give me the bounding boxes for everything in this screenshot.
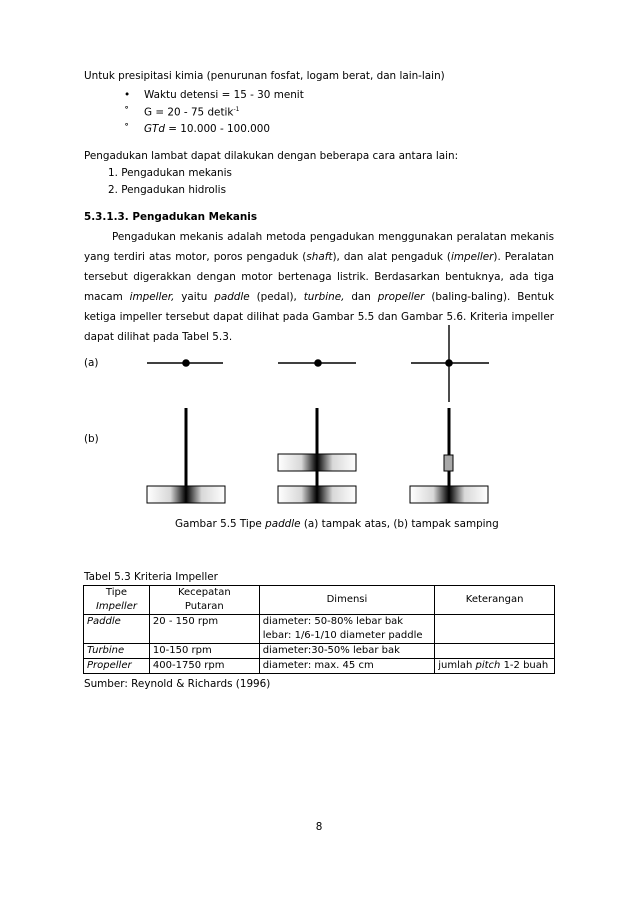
cell-kecepatan: 10-150 rpm [149, 644, 259, 659]
cell-tipe: Propeller [84, 659, 150, 674]
turbine-side-view [278, 408, 356, 503]
bullet-superscript: -1 [233, 106, 240, 113]
bullet-italic: GTd [144, 123, 165, 135]
cell-keterangan [435, 615, 555, 644]
intro-line: Untuk presipitasi kimia (penurunan fosfat, logam berat, dan lain-lain) [84, 70, 445, 82]
header-dimensi: Dimensi [259, 586, 435, 615]
list-item: 2. Pengadukan hidrolis [108, 184, 226, 196]
header-kecepatan: Kecepatan Putaran [149, 586, 259, 615]
paddle-side-view [147, 408, 225, 503]
propeller-side-view [410, 408, 488, 503]
cell-kecepatan: 400-1750 rpm [149, 659, 259, 674]
figure-caption: Gambar 5.5 Tipe paddle (a) tampak atas, (b) tampak samping [175, 518, 499, 530]
table-source: Sumber: Reynold & Richards (1996) [84, 678, 271, 690]
table-row [84, 644, 555, 659]
cell-kecepatan: 20 - 150 rpm [149, 615, 259, 644]
slow-mixing-line: Pengadukan lambat dapat dilakukan dengan beberapa cara antara lain: [84, 150, 459, 162]
bullet-text: Waktu detensi = 15 - 30 menit [144, 89, 304, 101]
table-header-row [84, 586, 555, 615]
figure-label-a: (a) [84, 357, 99, 369]
cell-dimensi: diameter: max. 45 cm [259, 659, 435, 674]
table-row [84, 659, 555, 674]
section-heading: 5.3.1.3. Pengadukan Mekanis [84, 211, 258, 223]
bullet-text: G = 20 - 75 detik [144, 106, 234, 119]
bullet-marker: ˚ [124, 106, 130, 119]
page-number: 8 [315, 821, 323, 833]
cell-keterangan [435, 644, 555, 659]
propeller-top-view [411, 325, 489, 402]
cell-tipe: Paddle [84, 615, 150, 644]
turbine-top-view [278, 359, 356, 367]
paddle-top-view [147, 359, 223, 367]
section-paragraph: Pengadukan mekanis adalah metoda pengadukan menggunakan peralatan mekanis yang terdiri atas motor, poros pengaduk (shaft), dan alat pengaduk (impeller). Peralatan tersebut digerakkan dengan motor bertenaga listrik. Berdasarkan bentuknya, ada tiga macam impeller, yaitu paddle (pedal), turbine, dan propeller (baling-baling). Bentuk ketiga impeller tersebut dapat dilihat pada Gambar 5.5 dan Gambar 5.6. Kriteria impeller dapat dilihat pada Tabel 5.3. [84, 231, 555, 343]
table-caption: Tabel 5.3 Kriteria Impeller [84, 571, 218, 583]
cell-keterangan: jumlah pitch 1-2 buah [435, 659, 555, 674]
bullet-marker: ˚ [124, 123, 130, 135]
list-item: 1. Pengadukan mekanis [108, 167, 232, 179]
impeller-table [83, 585, 555, 674]
bullet-text: = 10.000 - 100.000 [165, 123, 270, 135]
bullet-marker: • [124, 89, 131, 101]
cell-tipe: Turbine [84, 644, 150, 659]
cell-dimensi: diameter:30-50% lebar bak [259, 644, 435, 659]
cell-dimensi: diameter: 50-80% lebar bak lebar: 1/6-1/10 diameter paddle [259, 615, 435, 644]
table-row [84, 615, 555, 644]
header-tipe: Tipe Impeller [84, 586, 150, 615]
figure-label-b: (b) [84, 433, 99, 445]
header-keterangan: Keterangan [435, 586, 555, 615]
